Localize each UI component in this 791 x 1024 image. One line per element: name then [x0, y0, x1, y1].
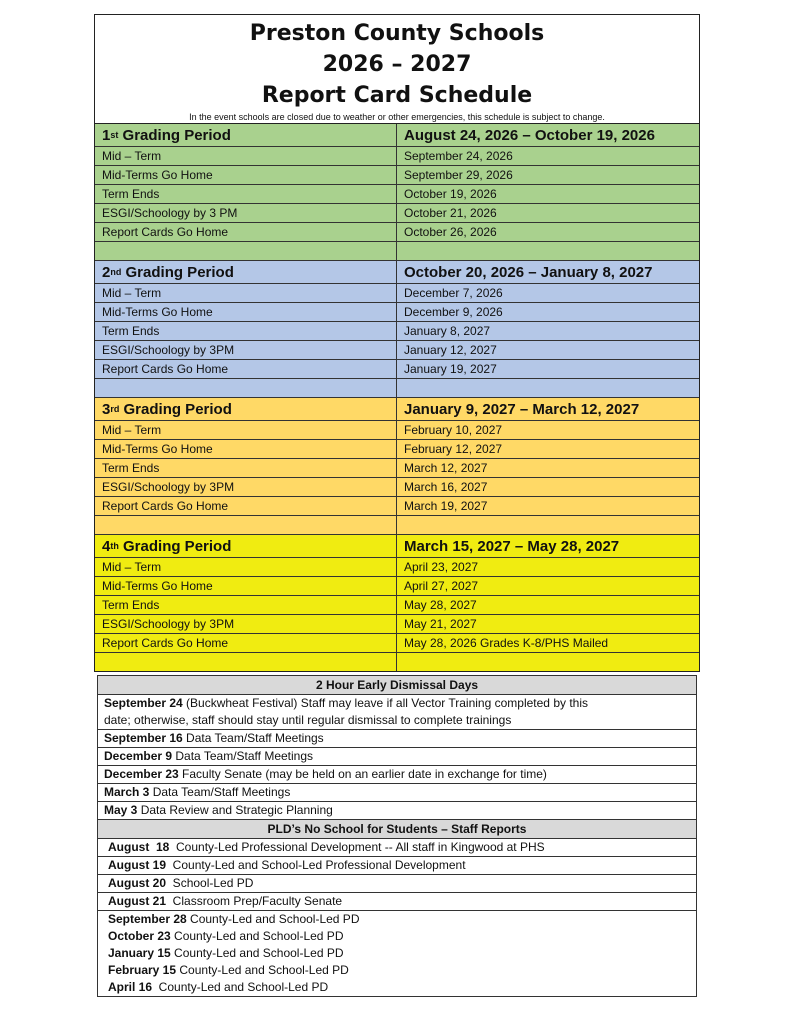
event-name: Mid – Term	[95, 147, 397, 165]
schedule-header	[95, 15, 699, 124]
dismissal-date: May 3	[104, 803, 138, 817]
schedule-row	[95, 595, 699, 614]
pld-item	[98, 911, 696, 928]
dismissal-date: December 23	[104, 767, 179, 781]
event-date: April 23, 2027	[404, 560, 479, 574]
dismissal-date: December 9	[104, 749, 173, 763]
schedule-row	[95, 496, 699, 515]
event-date: December 7, 2026	[404, 286, 503, 300]
pld-item	[98, 962, 696, 979]
schedule-row	[95, 633, 699, 652]
dismissal-and-pld-table	[97, 675, 697, 997]
event-name: Mid-Terms Go Home	[95, 577, 397, 595]
event-name: Term Ends	[95, 322, 397, 340]
grading-period-header	[95, 124, 699, 146]
grading-period-range: March 15, 2027 – May 28, 2027	[404, 537, 620, 555]
pld-date: August 19	[108, 858, 167, 872]
event-name: Mid-Terms Go Home	[95, 166, 397, 184]
pld-description: County-Led and School-Led PD	[170, 929, 344, 943]
schedule-row	[95, 359, 699, 378]
schedule-row	[95, 614, 699, 633]
schedule-row	[95, 340, 699, 359]
pld-description: County-Led and School-Led PD	[186, 912, 360, 926]
pld-item	[98, 928, 696, 945]
schedule-row	[95, 165, 699, 184]
early-dismissal-item	[98, 802, 696, 819]
event-date: March 16, 2027	[404, 480, 488, 494]
blank-row	[95, 241, 699, 260]
dismissal-description: Data Team/Staff Meetings	[172, 749, 314, 763]
pld-item	[98, 857, 696, 875]
early-dismissal-item	[98, 748, 696, 766]
early-dismissal-item	[98, 784, 696, 802]
dismissal-description: Data Review and Strategic Planning	[137, 803, 333, 817]
early-dismissal-item	[98, 766, 696, 784]
pld-date: August 18	[108, 840, 170, 854]
event-date: October 21, 2026	[404, 206, 497, 220]
pld-description: County-Led and School-Led PD	[176, 963, 349, 977]
early-dismissal-list	[98, 695, 696, 819]
grading-period-4	[95, 534, 699, 671]
schedule-row	[95, 283, 699, 302]
pld-date: August 21	[108, 894, 167, 908]
grading-period-header	[95, 261, 699, 283]
period-label: Grading Period	[123, 537, 232, 555]
blank-cell	[397, 653, 699, 671]
grading-period-title: 4 th Grading Period	[95, 535, 397, 557]
grading-period-2	[95, 260, 699, 397]
schedule-row	[95, 146, 699, 165]
event-date: February 12, 2027	[404, 442, 503, 456]
schedule-row	[95, 203, 699, 222]
dismissal-date: September 16	[104, 731, 183, 745]
event-date: September 29, 2026	[404, 168, 513, 182]
schedule-row	[95, 302, 699, 321]
weather-note: In the event schools are closed due to weather or other emergencies, this schedule is subject to change.	[189, 112, 605, 122]
event-name: ESGI/Schoology by 3PM	[95, 341, 397, 359]
early-dismissal-item	[98, 695, 696, 730]
event-name: Report Cards Go Home	[95, 223, 397, 241]
dismissal-description: Data Team/Staff Meetings	[149, 785, 291, 799]
early-dismissal-item	[98, 730, 696, 748]
grading-period-title: 2 nd Grading Period	[95, 261, 397, 283]
pld-date: August 20	[108, 876, 167, 890]
event-name: ESGI/Schoology by 3PM	[95, 615, 397, 633]
period-label: Grading Period	[125, 263, 234, 281]
event-name: ESGI/Schoology by 3PM	[95, 478, 397, 496]
blank-cell	[95, 516, 397, 534]
event-date: April 27, 2027	[404, 579, 479, 593]
pld-item	[98, 875, 696, 893]
pld-date: September 28	[108, 912, 187, 926]
pld-description: Classroom Prep/Faculty Senate	[166, 894, 343, 908]
event-date: March 12, 2027	[404, 461, 488, 475]
event-date: January 12, 2027	[404, 343, 497, 357]
pld-description: County-Led and School-Led PD	[152, 980, 329, 994]
grading-periods	[95, 124, 699, 671]
pld-date: February 15	[108, 963, 177, 977]
period-number: 2	[102, 263, 111, 281]
blank-cell	[95, 653, 397, 671]
pld-description: County-Led and School-Led Professional Development	[166, 858, 466, 872]
early-dismissal-heading: 2 Hour Early Dismissal Days	[98, 676, 696, 695]
pld-description: County-Led Professional Development -- All staff in Kingwood at PHS	[169, 840, 545, 854]
event-name: Mid-Terms Go Home	[95, 303, 397, 321]
report-card-schedule-table	[94, 14, 700, 672]
event-name: Mid – Term	[95, 421, 397, 439]
period-number: 1	[102, 126, 111, 144]
dismissal-date: September 24	[104, 696, 183, 710]
period-label: Grading Period	[123, 400, 232, 418]
dismissal-date: March 3	[104, 785, 150, 799]
event-date: December 9, 2026	[404, 305, 503, 319]
grading-period-range: August 24, 2026 – October 19, 2026	[404, 126, 655, 144]
event-name: Mid – Term	[95, 284, 397, 302]
period-number: 3	[102, 400, 111, 418]
event-date: October 26, 2026	[404, 225, 497, 239]
pld-date: October 23	[108, 929, 171, 943]
event-date: February 10, 2027	[404, 423, 503, 437]
schedule-row	[95, 458, 699, 477]
event-date: September 24, 2026	[404, 149, 513, 163]
event-name: Report Cards Go Home	[95, 497, 397, 515]
period-label: Grading Period	[122, 126, 231, 144]
schedule-title: Report Card Schedule	[261, 83, 533, 108]
grading-period-1	[95, 124, 699, 260]
event-date: May 21, 2027	[404, 617, 477, 631]
grading-period-range: October 20, 2026 – January 8, 2027	[404, 263, 653, 281]
pld-list	[98, 839, 696, 996]
schedule-row	[95, 420, 699, 439]
event-name: Term Ends	[95, 459, 397, 477]
blank-cell	[397, 516, 699, 534]
period-number: 4	[102, 537, 111, 555]
grading-period-range: January 9, 2027 – March 12, 2027	[404, 400, 640, 418]
dismissal-description: Data Team/Staff Meetings	[182, 731, 324, 745]
pld-item	[98, 945, 696, 962]
schedule-row	[95, 184, 699, 203]
blank-row	[95, 378, 699, 397]
district-title: Preston County Schools	[249, 21, 545, 46]
pld-heading: PLD’s No School for Students – Staff Reports	[98, 819, 696, 839]
schedule-row	[95, 477, 699, 496]
event-date: January 8, 2027	[404, 324, 491, 338]
pld-item	[98, 893, 696, 911]
event-name: Mid-Terms Go Home	[95, 440, 397, 458]
event-date: May 28, 2026 Grades K-8/PHS Mailed	[404, 636, 609, 650]
pld-date: January 15	[108, 946, 171, 960]
pld-date: April 16	[108, 980, 153, 994]
grading-period-title: 3 rd Grading Period	[95, 398, 397, 420]
event-date: May 28, 2027	[404, 598, 477, 612]
schedule-row	[95, 439, 699, 458]
pld-item	[98, 839, 696, 857]
blank-cell	[397, 242, 699, 260]
event-name: Term Ends	[95, 185, 397, 203]
event-date: March 19, 2027	[404, 499, 488, 513]
grading-period-3	[95, 397, 699, 534]
dismissal-description-cont: date; otherwise, staff should stay until regular dismissal to complete trainings	[104, 713, 512, 727]
event-name: Term Ends	[95, 596, 397, 614]
event-date: January 19, 2027	[404, 362, 497, 376]
schedule-row	[95, 576, 699, 595]
event-name: Report Cards Go Home	[95, 634, 397, 652]
schedule-row	[95, 222, 699, 241]
blank-cell	[95, 242, 397, 260]
dismissal-description: Faculty Senate (may be held on an earlier date in exchange for time)	[178, 767, 547, 781]
grading-period-header	[95, 535, 699, 557]
blank-cell	[397, 379, 699, 397]
grading-period-title: 1 st Grading Period	[95, 124, 397, 146]
event-name: Mid – Term	[95, 558, 397, 576]
dismissal-description: (Buckwheat Festival) Staff may leave if all Vector Training completed by this	[182, 696, 588, 710]
pld-description: County-Led and School-Led PD	[170, 946, 344, 960]
schedule-row	[95, 557, 699, 576]
pld-description: School-Led PD	[166, 876, 254, 890]
pld-item	[98, 979, 696, 996]
school-year: 2026 – 2027	[322, 52, 472, 77]
grading-period-header	[95, 398, 699, 420]
event-date: October 19, 2026	[404, 187, 497, 201]
blank-row	[95, 515, 699, 534]
event-name: Report Cards Go Home	[95, 360, 397, 378]
blank-row	[95, 652, 699, 671]
event-name: ESGI/Schoology by 3 PM	[95, 204, 397, 222]
blank-cell	[95, 379, 397, 397]
schedule-row	[95, 321, 699, 340]
